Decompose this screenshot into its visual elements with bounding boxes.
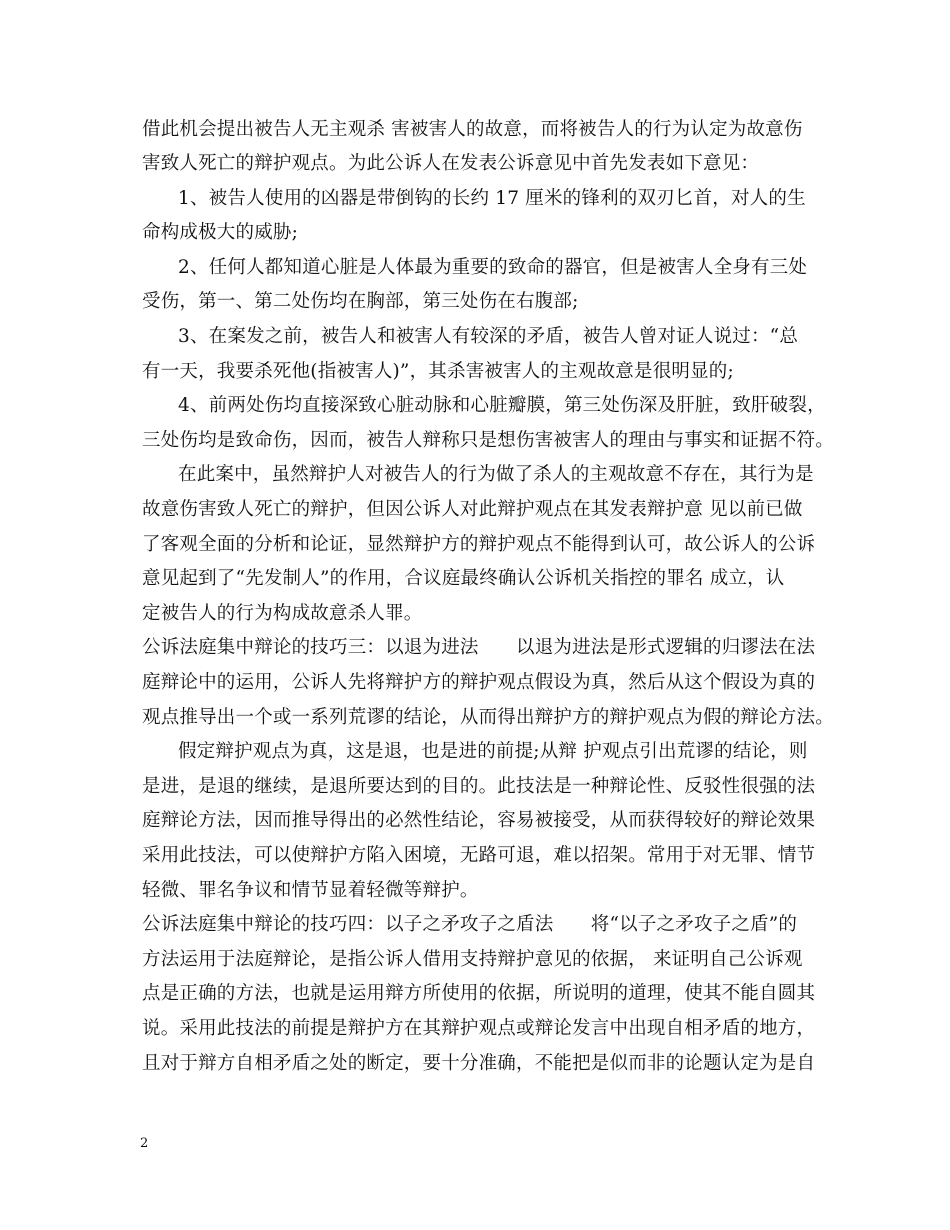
text-line: 轻微、罪名争议和情节显着轻微等辩护。: [142, 880, 479, 901]
text-line: 意见起到了“先发制人”的作用，合议庭最终确认公诉机关指控的罪名 成立，认: [142, 568, 785, 589]
text-line: 点是正确的方法，也就是运用辩方所使用的依据，所说明的道理，使其不能自圆其: [142, 983, 816, 1004]
text-line: 受伤，第一、第二处伤均在胸部，第三处伤在右腹部;: [142, 291, 579, 312]
text-line: 采用此技法，可以使辩护方陷入困境，无路可退，难以招架。常用于对无罪、情节: [142, 845, 816, 866]
text-line: 庭辩论中的运用，公诉人先将辩护方的辩护观点假设为真，然后从这个假设为真的: [142, 672, 816, 693]
text-line: 4、前两处伤均直接深致心脏动脉和心脏瓣膜，第三处伤深及肝脏，致肝破裂，: [178, 395, 826, 416]
text-line: 说。采用此技法的前提是辩护方在其辩护观点或辩论发言中出现自相矛盾的地方，: [142, 1018, 816, 1039]
text-line: 且对于辩方自相矛盾之处的断定，要十分准确，不能把是似而非的论题认定为是自: [142, 1053, 816, 1074]
text-line: 方法运用于法庭辩论，是指公诉人借用支持辩护意见的依据， 来证明自己公诉观: [142, 949, 803, 970]
text-line: 假定辩护观点为真，这是退，也是进的前提;从辩 护观点引出荒谬的结论，则: [178, 741, 808, 762]
text-line: 2、任何人都知道心脏是人体最为重要的致命的器官，但是被害人全身有三处: [178, 257, 808, 278]
text-line: 借此机会提出被告人无主观杀 害被害人的故意，而将被告人的行为认定为故意伤: [142, 119, 803, 140]
text-line: 公诉法庭集中辩论的技巧四：以子之矛攻子之盾法 将“以子之矛攻子之盾”的: [142, 914, 798, 935]
text-line: 在此案中，虽然辩护人对被告人的行为做了杀人的主观故意不存在，其行为是: [178, 464, 814, 485]
text-line: 有一天，我要杀死他(指被害人)”，其杀害被害人的主观故意是很明显的;: [142, 361, 734, 382]
text-line: 三处伤均是致命伤，因而，被告人辩称只是想伤害被害人的理由与事实和证据不符。: [142, 430, 834, 451]
text-line: 定被告人的行为构成故意杀人罪。: [142, 603, 423, 624]
page-number: 2: [140, 1136, 149, 1151]
text-line: 害致人死亡的辩护观点。为此公诉人在发表公诉意见中首先发表如下意见：: [142, 153, 760, 174]
text-line: 庭辩论方法，因而推导得出的必然性结论，容易被接受，从而获得较好的辩论效果: [142, 810, 816, 831]
text-line: 观点推导出一个或一系列荒谬的结论，从而得出辩护方的辩护观点为假的辩论方法。: [142, 707, 834, 728]
text-line: 了客观全面的分析和论证，显然辩护方的辩护观点不能得到认可，故公诉人的公诉: [142, 534, 816, 555]
text-line: 公诉法庭集中辩论的技巧三：以退为进法 以退为进法是形式逻辑的归谬法在法: [142, 637, 816, 658]
text-line: 命构成极大的威胁;: [142, 222, 299, 243]
text-line: 故意伤害致人死亡的辩护，但因公诉人对此辩护观点在其发表辩护意 见以前已做: [142, 499, 803, 520]
text-line: 是进，是退的继续，是退所要达到的目的。此技法是一种辩论性、反驳性很强的法: [142, 776, 816, 797]
text-line: 3、在案发之前，被告人和被害人有较深的矛盾，被告人曾对证人说过：“总: [178, 326, 799, 347]
text-line: 1、被告人使用的凶器是带倒钩的长约 17 厘米的锋利的双刃匕首，对人的生: [178, 188, 806, 209]
